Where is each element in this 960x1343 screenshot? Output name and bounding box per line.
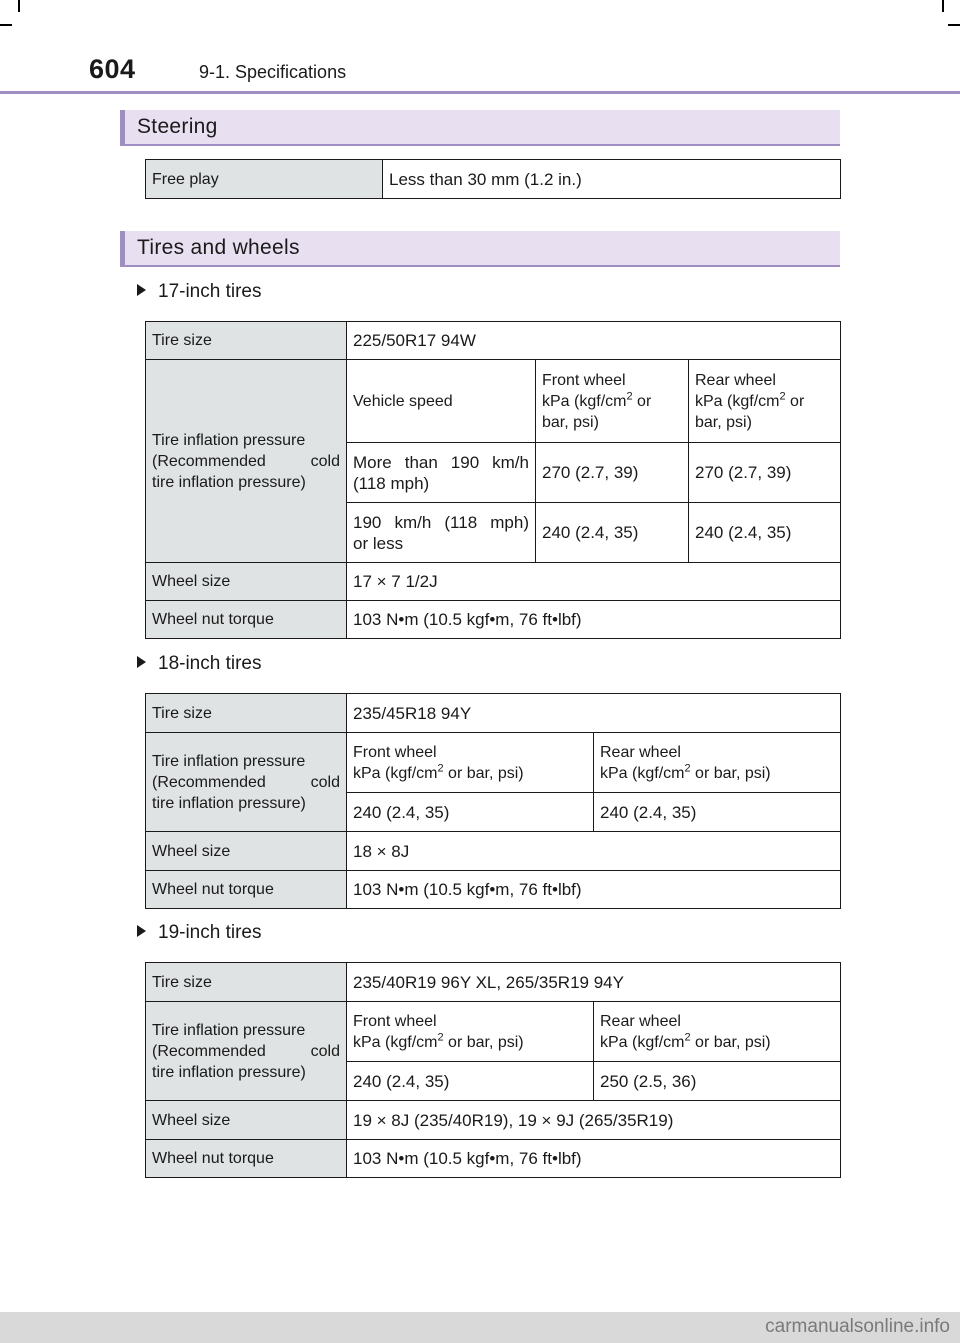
table-row: [146, 1101, 841, 1140]
header-line: or bar, psi): [448, 1033, 524, 1051]
table-row: [146, 563, 841, 601]
header-line: or bar, psi): [448, 764, 524, 782]
wheel-size-label: Wheel size: [146, 563, 347, 601]
speed-line: More than 190 km/h: [353, 452, 529, 472]
crop-mark: [0, 24, 12, 26]
header-line: Rear wheel: [600, 1012, 681, 1030]
tire-table-17: [145, 321, 841, 639]
front-pressure: 240 (2.4, 35): [347, 793, 594, 832]
tire-size-label: Tire size: [146, 963, 347, 1002]
pressure-label-line: (Recommended cold: [152, 1042, 340, 1060]
pressure-label: [146, 1002, 347, 1101]
page-number: 604: [89, 54, 136, 84]
header-line: Rear wheel: [695, 371, 776, 389]
steering-table: [145, 159, 841, 199]
table-row: [146, 1002, 841, 1062]
pressure-label-line: (Recommended cold: [152, 773, 340, 791]
section-title: Tires and wheels: [137, 236, 300, 259]
front-wheel-header: [347, 1002, 594, 1062]
bullet-text: 17-inch tires: [158, 281, 262, 302]
header-line: or: [790, 392, 805, 410]
header-line: or: [637, 392, 652, 410]
front-pressure: 270 (2.7, 39): [536, 443, 689, 503]
header-line: kPa (kgf/cm: [353, 764, 438, 782]
wheel-size-value: 19 × 8J (235/40R19), 19 × 9J (265/35R19): [347, 1101, 841, 1140]
superscript: 2: [684, 1031, 691, 1044]
rear-wheel-header: [689, 360, 841, 443]
pressure-label: [146, 733, 347, 832]
chapter-title: 9-1. Specifications: [199, 62, 347, 82]
pressure-label-line: tire inflation pressure): [152, 1063, 306, 1081]
pressure-label-line: Tire inflation pressure: [152, 431, 306, 449]
free-play-label: Free play: [146, 160, 383, 199]
header-line: Rear wheel: [600, 743, 681, 761]
torque-value: 103 N•m (10.5 kgf•m, 76 ft•lbf): [347, 1140, 841, 1178]
pressure-label: [146, 360, 347, 563]
section-accent: [120, 231, 125, 265]
crop-mark: [942, 0, 944, 12]
section-heading-steering: [120, 110, 840, 146]
bullet-18-inch: [137, 653, 262, 675]
speed-line: (118 mph): [353, 473, 430, 493]
front-pressure: 240 (2.4, 35): [536, 503, 689, 563]
torque-value: 103 N•m (10.5 kgf•m, 76 ft•lbf): [347, 871, 841, 909]
speed-line: 190 km/h (118 mph): [353, 512, 529, 532]
pressure-label-line: (Recommended cold: [152, 452, 340, 470]
speed-line: or less: [353, 533, 404, 553]
torque-value: 103 N•m (10.5 kgf•m, 76 ft•lbf): [347, 601, 841, 639]
torque-label: Wheel nut torque: [146, 871, 347, 909]
front-pressure: 240 (2.4, 35): [347, 1062, 594, 1101]
triangle-bullet-icon: [137, 656, 146, 668]
header-line: bar, psi): [695, 413, 752, 431]
table-row: [146, 160, 841, 199]
bullet-19-inch: [137, 922, 262, 944]
bullet-17-inch: [137, 281, 262, 303]
rear-pressure: 240 (2.4, 35): [689, 503, 841, 563]
header-line: Front wheel: [353, 1012, 437, 1030]
header-line: kPa (kgf/cm: [600, 764, 685, 782]
table-row: [146, 733, 841, 793]
header-line: kPa (kgf/cm: [600, 1033, 685, 1051]
wheel-size-value: 17 × 7 1/2J: [347, 563, 841, 601]
front-wheel-header: [536, 360, 689, 443]
tire-size-value: 235/40R19 96Y XL, 265/35R19 94Y: [347, 963, 841, 1002]
section-accent: [120, 110, 125, 144]
header-line: Front wheel: [542, 371, 626, 389]
speed-value: [347, 443, 536, 503]
watermark: carmanualsonline.info: [765, 1316, 950, 1337]
pressure-label-line: Tire inflation pressure: [152, 1021, 306, 1039]
wheel-size-label: Wheel size: [146, 832, 347, 871]
pressure-label-line: Tire inflation pressure: [152, 752, 306, 770]
pressure-label-line: tire inflation pressure): [152, 473, 306, 491]
superscript: 2: [437, 762, 444, 775]
tire-size-label: Tire size: [146, 694, 347, 733]
crop-mark: [948, 24, 960, 26]
table-row: [146, 694, 841, 733]
triangle-bullet-icon: [137, 925, 146, 937]
rear-wheel-header: [594, 1002, 841, 1062]
tire-size-value: 235/45R18 94Y: [347, 694, 841, 733]
triangle-bullet-icon: [137, 284, 146, 296]
tire-table-18: [145, 693, 841, 909]
table-row: [146, 871, 841, 909]
superscript: 2: [684, 762, 691, 775]
superscript: 2: [779, 390, 786, 403]
table-row: [146, 963, 841, 1002]
wheel-size-value: 18 × 8J: [347, 832, 841, 871]
table-row: [146, 832, 841, 871]
tire-size-label: Tire size: [146, 322, 347, 360]
header-rule: [0, 91, 960, 94]
table-row: [146, 1140, 841, 1178]
header-line: kPa (kgf/cm: [542, 392, 627, 410]
table-row: [146, 322, 841, 360]
rear-wheel-header: [594, 733, 841, 793]
wheel-size-label: Wheel size: [146, 1101, 347, 1140]
bullet-text: 18-inch tires: [158, 653, 262, 674]
table-row: [146, 360, 841, 443]
header-line: kPa (kgf/cm: [353, 1033, 438, 1051]
superscript: 2: [626, 390, 633, 403]
header-line: or bar, psi): [695, 764, 771, 782]
bullet-text: 19-inch tires: [158, 922, 262, 943]
header-line: Front wheel: [353, 743, 437, 761]
section-title: Steering: [137, 115, 218, 138]
speed-header: Vehicle speed: [347, 360, 536, 443]
header-line: kPa (kgf/cm: [695, 392, 780, 410]
crop-mark: [18, 0, 20, 12]
front-wheel-header: [347, 733, 594, 793]
header-line: bar, psi): [542, 413, 599, 431]
section-heading-tires: [120, 231, 840, 267]
torque-label: Wheel nut torque: [146, 1140, 347, 1178]
tire-table-19: [145, 962, 841, 1178]
torque-label: Wheel nut torque: [146, 601, 347, 639]
header-line: or bar, psi): [695, 1033, 771, 1051]
table-row: [146, 601, 841, 639]
rear-pressure: 270 (2.7, 39): [689, 443, 841, 503]
free-play-value: Less than 30 mm (1.2 in.): [383, 160, 841, 199]
rear-pressure: 250 (2.5, 36): [594, 1062, 841, 1101]
speed-value: [347, 503, 536, 563]
superscript: 2: [437, 1031, 444, 1044]
tire-size-value: 225/50R17 94W: [347, 322, 841, 360]
rear-pressure: 240 (2.4, 35): [594, 793, 841, 832]
pressure-label-line: tire inflation pressure): [152, 794, 306, 812]
